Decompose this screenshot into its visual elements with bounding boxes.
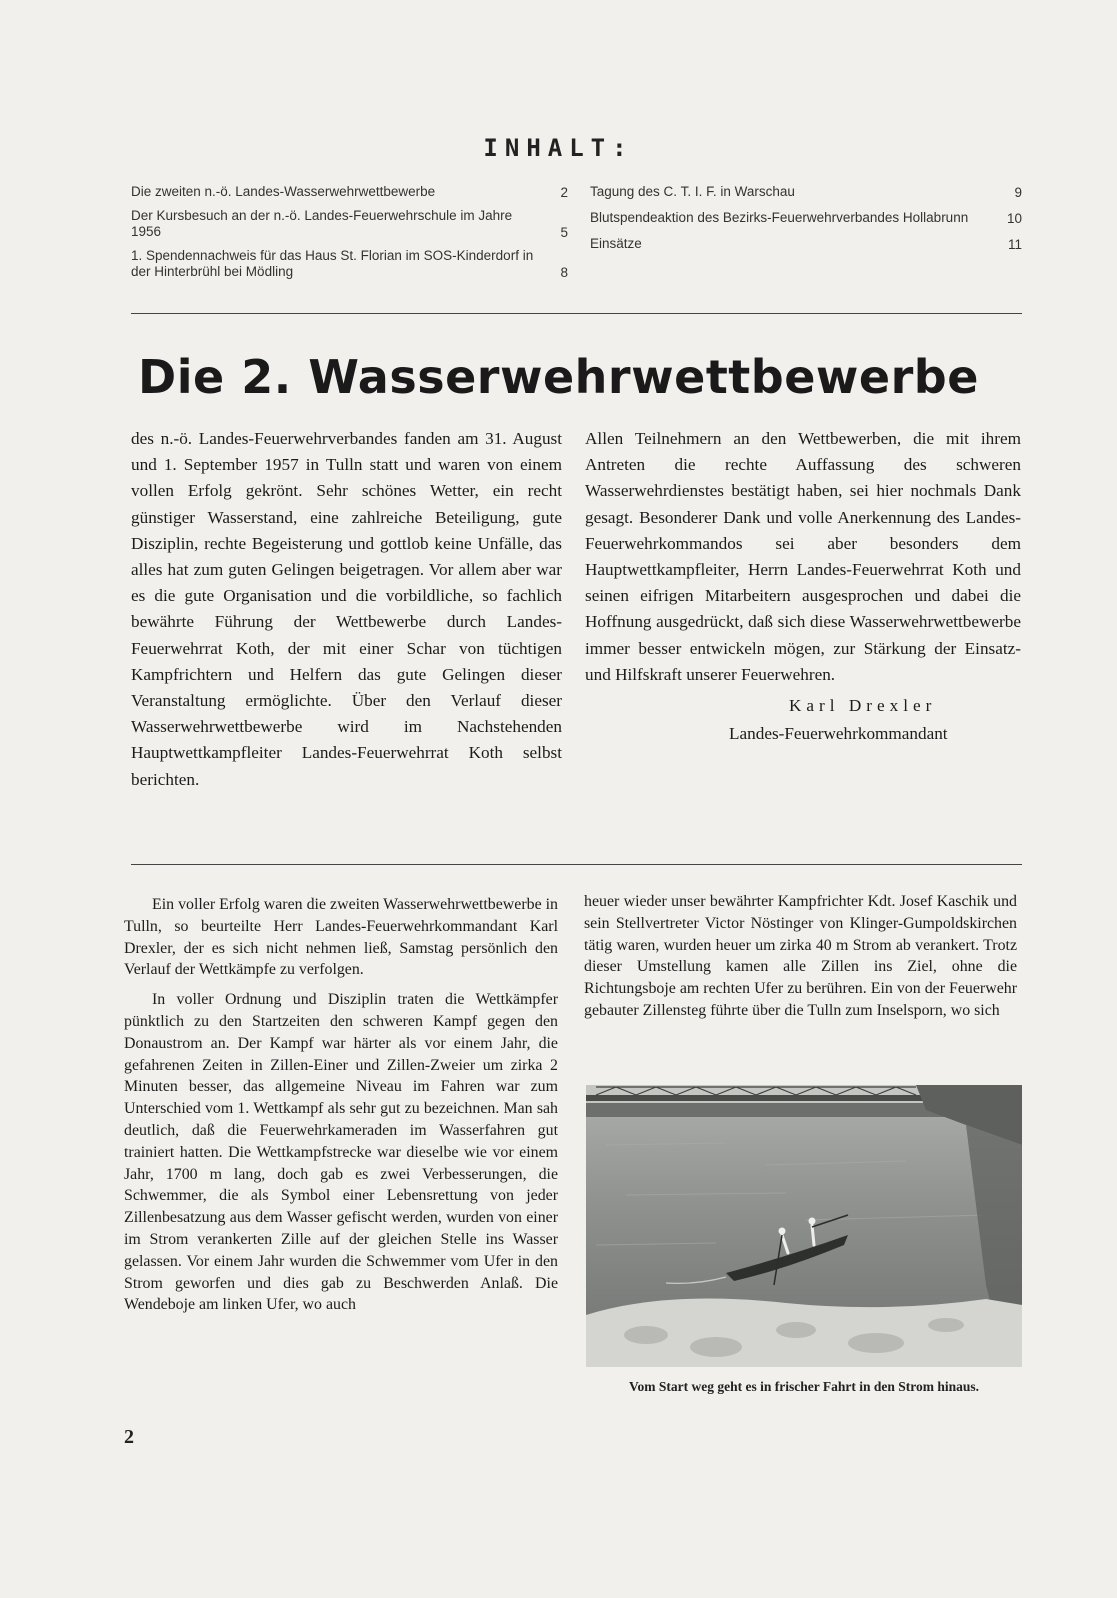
article-paragraph: In voller Ordnung und Disziplin traten die Wettkämpfer pünktlich zu den Startzeiten den schweren Kampf gegen den Donaustrom an. Der Kampf war härter als vor einem Jahr, die gefahrenen Zeiten in Zillen-Einer und Zillen-Zweier um zirka 2 Minuten besser, das allgemeine Niveau im Fahren war zum Unterschied vom 1. Wettkampf als sehr gut zu bezeichnen. Man sah deutlich, daß die Feuerwehrkameraden im Wasserfahren gut trainiert hatten. Die Wettkampfstrecke war dieselbe wie vor einem Jahr, 1700 m lang, doch gab es zwei Verbesserungen, die Schwemmer, die als Symbol einer Lebensrettung von jeder Zillenbesatzung aus dem Wasser gefischt werden, wurden von einer im Strom verankerten Zille auf der gleichen Stelle ins Wasser gelassen. Vor einem Jahr wurden die Schwemmer vom Ufer in den Strom geworfen und dies gab zu Beschwerden Anlaß. Die Wendeboje am linken Ufer, wo auch (124, 991, 558, 1314)
contents-entry (131, 208, 568, 240)
contents-entry (590, 210, 1022, 226)
contents-entry-page: 8 (560, 265, 568, 280)
photo-rowing-boat (586, 1085, 1022, 1367)
intro-right-text: Allen Teilnehmern an den Wettbewerben, die mit ihrem Antreten die rechte Auffassung des schweren Wasserwehrdienstes bestätigt haben, sei hier nochmals Dank gesagt. Besonderer Dank und volle Anerkennung des Landes-Feuerwehrkommandos sei aber besonders dem Hauptwettkampfleiter, Herrn Landes-Feuerwehrrat Koth und seinen eifrigen Mitarbeitern ausgesprochen und dabei die Hoffnung ausgedrückt, daß sich diese Wasserwehrwettbewerbe immer besser entwickeln mögen, zur Stärkung der Einsatz- und Hilfskraft unserer Feuerwehren. (585, 429, 1021, 684)
contents-entry (131, 248, 568, 280)
article-paragraph: heuer wieder unser bewährter Kampfrichter Kdt. Josef Kaschik und sein Stellvertreter Victor Nöstinger von Klinger-Gumpoldskirchen tätig waren, wurden heuer um zirka 40 m Strom ab verankert. Trotz dieser Umstellung kamen alle Zillen ins Ziel, ohne die Richtungsboje am rechten Ufer zu berühren. Ein von der Feuerwehr gebauter Zillensteg führte über die Tulln zum Inselsporn, wo sich (584, 893, 1017, 1019)
contents-entry-title: 1. Spendennachweis für das Haus St. Florian im SOS-Kinderdorf in der Hinterbrühl bei Mödling (131, 248, 534, 279)
intro-right-column (585, 426, 1021, 748)
signature (585, 692, 1021, 748)
photo-caption: Vom Start weg geht es in frischer Fahrt in den Strom hinaus. (628, 1379, 979, 1394)
contents-left-column (131, 184, 568, 288)
contents-divider (131, 313, 1022, 314)
contents-entry (131, 184, 568, 200)
contents-heading: INHALT: (483, 134, 634, 162)
contents-right-column (590, 184, 1022, 260)
contents-entry-title: Blutspendeaktion des Bezirks-Feuerwehrverbandes Hollabrunn (590, 210, 969, 225)
signature-name: Karl Drexler (789, 696, 937, 716)
contents-entry (590, 184, 1022, 200)
page-number: 2 (124, 1426, 134, 1448)
intro-left-column: des n.-ö. Landes-Feuerwehrverbandes fanden am 31. August und 1. September 1957 in Tulln statt und waren von einem vollen Erfolg gekrönt. Sehr schönes Wetter, ein recht günstiger Wasserstand, eine zahlreiche Beteiligung, gute Disziplin, rechte Begeisterung und gottlob keine Unfälle, das alles hat zum guten Gelingen beigetragen. Vor allem aber war es die gute Organisation und die vorbildliche, so fachlich bewährte Führung der Wettbewerbe durch Landes-Feuerwehrrat Koth, der mit einer Schar von tüchtigen Kampfrichtern und Helfern das gute Gelingen dieser Veranstaltung ermöglichte. Über den Verlauf dieser Wasserwehrwettbewerbe wird im Nachstehenden Hauptwettkampfleiter Landes-Feuerwehrrat Koth selbst berichten. (131, 429, 562, 789)
article-right-column (584, 891, 1017, 1030)
article-left-column (124, 894, 558, 1324)
section-divider (131, 864, 1022, 865)
contents-entry-page: 10 (1006, 211, 1022, 226)
signature-role: Landes-Feuerwehrkommandant (729, 724, 948, 744)
contents-entry-page: 5 (560, 225, 568, 240)
contents-entry-title: Die zweiten n.-ö. Landes-Wasserwehrwettbewerbe (131, 184, 436, 199)
contents-entry-title: Der Kursbesuch an der n.-ö. Landes-Feuerwehrschule im Jahre 1956 (131, 208, 513, 239)
photo-illustration (586, 1085, 1022, 1367)
contents-entry-title: Tagung des C. T. I. F. in Warschau (590, 184, 795, 199)
article-paragraph: Ein voller Erfolg waren die zweiten Wasserwehrwettbewerbe in Tulln, so beurteilte Herr Landes-Feuerwehrkommandant Karl Drexler, der es sich nicht nehmen ließ, Samstag persönlich den Verlauf der Wettkämpfe zu verfolgen. (124, 896, 558, 979)
contents-entry-page: 9 (1014, 185, 1022, 200)
contents-entry-title: Einsätze (590, 236, 642, 251)
contents-entry (590, 236, 1022, 252)
contents-entry-page: 2 (560, 185, 568, 200)
contents-entry-page: 11 (1007, 237, 1022, 252)
article-headline: Die 2. Wasserwehrwettbewerbe (138, 350, 979, 404)
